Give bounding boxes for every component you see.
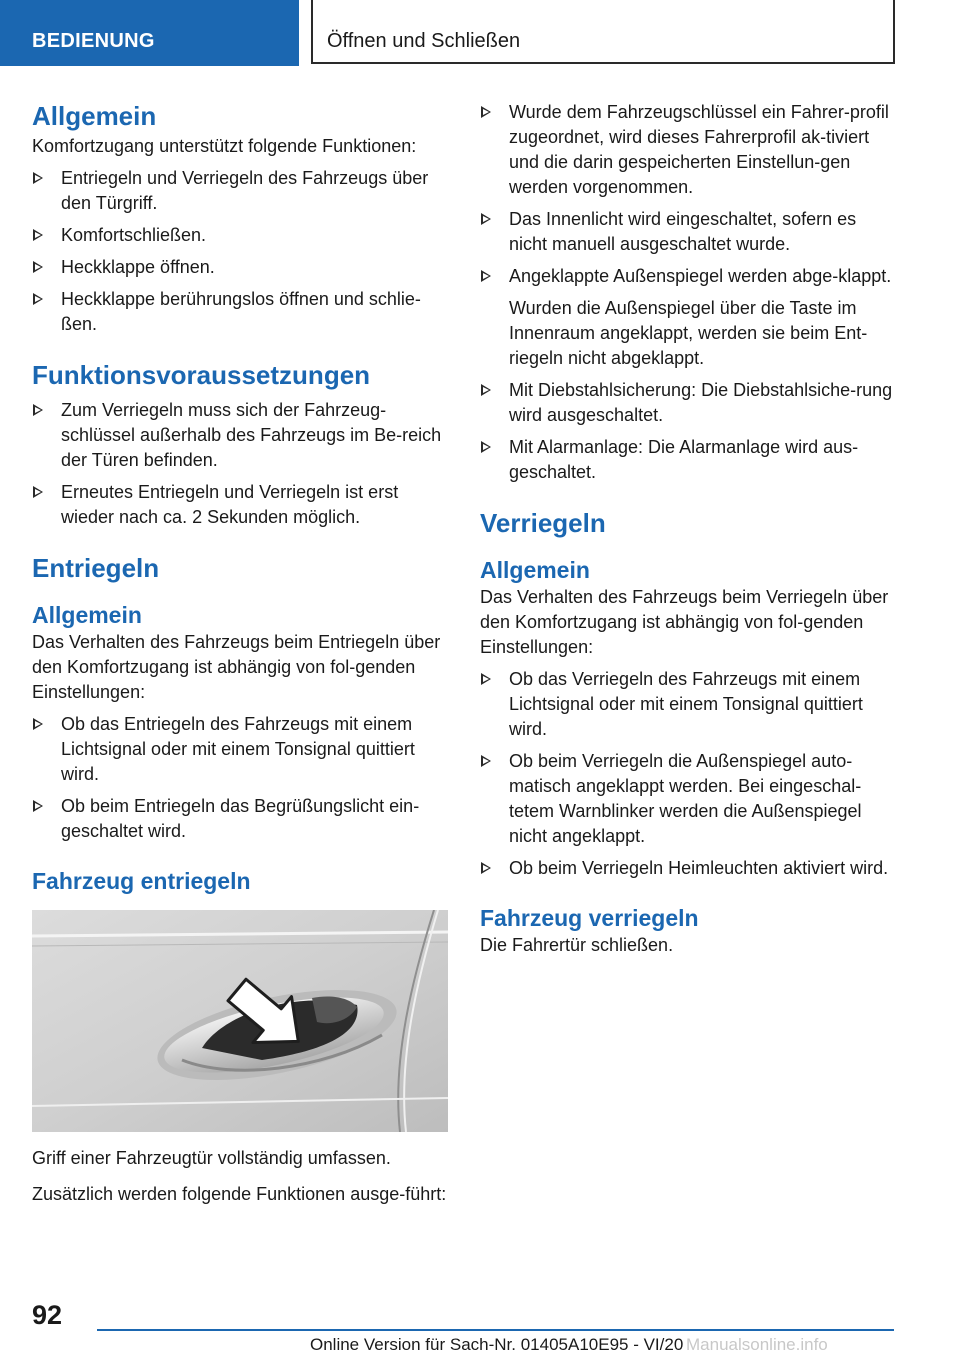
list-item: Das Innenlicht wird eingeschaltet, sofern es nicht manuell ausgeschaltet wurde. bbox=[480, 207, 896, 257]
list-item: Heckklappe berührungslos öffnen und schlie-ßen. bbox=[32, 287, 448, 337]
triangle-bullet-icon bbox=[33, 293, 43, 305]
list-item: Entriegeln und Verriegeln des Fahrzeugs über den Türgriff. bbox=[32, 166, 448, 216]
verriegeln-text: Die Fahrertür schließen. bbox=[480, 935, 674, 955]
triangle-bullet-icon bbox=[33, 718, 43, 730]
list-item: Mit Diebstahlsicherung: Die Diebstahlsiche-rung wird ausgeschaltet. bbox=[480, 378, 896, 428]
list-item: Ob beim Verriegeln Heimleuchten aktiviert wird. bbox=[480, 856, 896, 881]
heading-funktionsvoraussetzungen: Funktionsvoraussetzungen bbox=[32, 360, 371, 390]
intro-text: Komfortzugang unterstützt folgende Funktionen: bbox=[32, 136, 417, 156]
mirror-note: Wurden die Außenspiegel über die Taste im Innenraum angeklappt, werden sie beim Ent-riegeln nicht abgeklappt. bbox=[509, 298, 868, 368]
list-item: Ob das Verriegeln des Fahrzeugs mit einem Lichtsignal oder mit einem Tonsignal quittiert wird. bbox=[480, 667, 896, 742]
list-item: Ob das Entriegeln des Fahrzeugs mit einem Lichtsignal oder mit einem Tonsignal quittiert wird. bbox=[32, 712, 448, 787]
triangle-bullet-icon bbox=[33, 404, 43, 416]
triangle-bullet-icon bbox=[33, 229, 43, 241]
section-tab: BEDIENUNG bbox=[0, 0, 299, 66]
watermark: Manualsonline.info bbox=[686, 1335, 828, 1354]
triangle-bullet-icon bbox=[481, 270, 491, 282]
triangle-bullet-icon bbox=[481, 862, 491, 874]
triangle-bullet-icon bbox=[481, 441, 491, 453]
list-item: Ob beim Entriegeln das Begrüßungslicht ein-geschaltet wird. bbox=[32, 794, 448, 844]
triangle-bullet-icon bbox=[481, 755, 491, 767]
subheading-fahrzeug-verriegeln: Fahrzeug verriegeln bbox=[480, 905, 699, 931]
page-number: 92 bbox=[32, 1300, 63, 1330]
list-item: Zum Verriegeln muss sich der Fahrzeug-schlüssel außerhalb des Fahrzeugs im Be-reich der Türen befinden. bbox=[32, 398, 448, 473]
list-item: Angeklappte Außenspiegel werden abge-klappt. Wurden die Außenspiegel über die Taste im Innenraum angeklappt, werden sie beim Ent-riegeln nicht abgeklappt. bbox=[480, 264, 896, 371]
triangle-bullet-icon bbox=[481, 106, 491, 118]
subheading-fahrzeug-entriegeln: Fahrzeug entriegeln bbox=[32, 868, 251, 894]
list-item: Ob beim Verriegeln die Außenspiegel auto-matisch angeklappt werden. Bei eingeschal-tetem Warnblinker werden die Außenspiegel nicht angeklappt. bbox=[480, 749, 896, 849]
heading-allgemein: Allgemein bbox=[32, 101, 157, 131]
list-item: Wurde dem Fahrzeugschlüssel ein Fahrer-profil zugeordnet, wird dieses Fahrerprofil ak-tiviert und die darin gespeicherten Einstellun-gen werden vorgenommen. bbox=[480, 100, 896, 200]
verriegeln-settings-list bbox=[480, 667, 896, 881]
triangle-bullet-icon bbox=[33, 486, 43, 498]
triangle-bullet-icon bbox=[33, 800, 43, 812]
list-item: Mit Alarmanlage: Die Alarmanlage wird aus-geschaltet. bbox=[480, 435, 896, 485]
right-column bbox=[480, 100, 896, 958]
heading-verriegeln: Verriegeln bbox=[480, 508, 606, 538]
prerequisite-list bbox=[32, 398, 448, 530]
chapter-title: Öffnen und Schließen bbox=[311, 0, 895, 64]
photo-caption: Griff einer Fahrzeugtür vollständig umfassen. bbox=[32, 1148, 391, 1168]
triangle-bullet-icon bbox=[33, 172, 43, 184]
entriegeln-settings-list bbox=[32, 712, 448, 844]
door-handle-photo bbox=[32, 910, 448, 1132]
triangle-bullet-icon bbox=[481, 213, 491, 225]
list-item: Komfortschließen. bbox=[32, 223, 448, 248]
footer-divider bbox=[97, 1329, 894, 1331]
triangle-bullet-icon bbox=[33, 261, 43, 273]
verriegeln-intro: Das Verhalten des Fahrzeugs beim Verriegeln über den Komfortzugang ist abhängig von fol-genden Einstellungen: bbox=[480, 587, 889, 657]
additional-functions-list bbox=[480, 100, 896, 485]
subheading-allgemein: Allgemein bbox=[32, 602, 142, 628]
triangle-bullet-icon bbox=[481, 384, 491, 396]
entriegeln-intro: Das Verhalten des Fahrzeugs beim Entriegeln über den Komfortzugang ist abhängig von fol-genden Einstellungen: bbox=[32, 632, 441, 702]
left-column bbox=[32, 100, 448, 1207]
subheading-allgemein-verriegeln: Allgemein bbox=[480, 557, 590, 583]
triangle-bullet-icon bbox=[481, 673, 491, 685]
function-list bbox=[32, 166, 448, 337]
additional-functions-text: Zusätzlich werden folgende Funktionen ausge-führt: bbox=[32, 1184, 447, 1204]
heading-entriegeln: Entriegeln bbox=[32, 553, 160, 583]
list-item: Erneutes Entriegeln und Verriegeln ist erst wieder nach ca. 2 Sekunden möglich. bbox=[32, 480, 448, 530]
page-header bbox=[0, 0, 960, 66]
online-version-text: Online Version für Sach-Nr. 01405A10E95 - VI/20 bbox=[310, 1335, 684, 1354]
list-item: Heckklappe öffnen. bbox=[32, 255, 448, 280]
